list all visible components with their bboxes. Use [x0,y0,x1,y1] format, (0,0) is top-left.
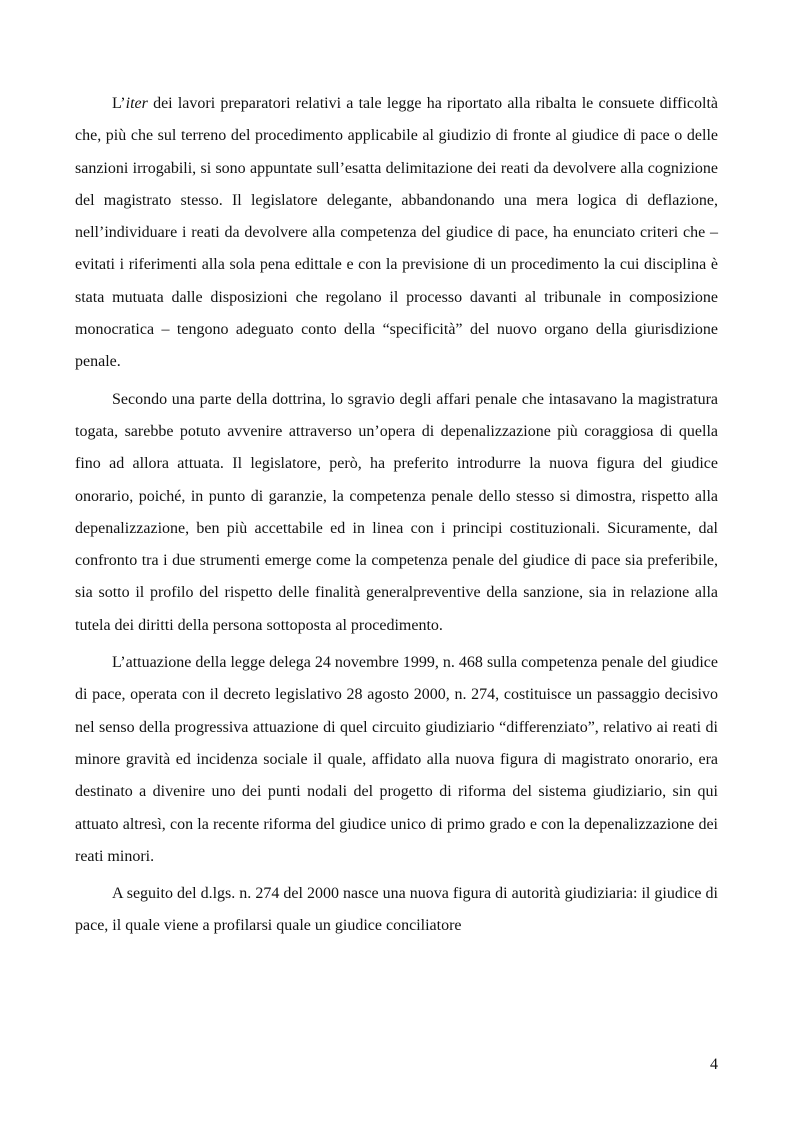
paragraph-1-italic-term: iter [125,95,148,112]
page-number: 4 [710,1056,718,1073]
paragraph-4 [75,878,718,943]
paragraph-4-text: A seguito del d.lgs. n. 274 del 2000 nasce una nuova figura di autorità giudiziaria: il giudice di pace, il quale viene a profilarsi quale un giudice conciliatore [75,885,718,935]
paragraph-1-lead: L’ [112,95,126,112]
paragraph-2-text: Secondo una parte della dottrina, lo sgravio degli affari penale che intasavano la magistratura togata, sarebbe potuto avvenire attraverso un’opera di depenalizzazione più coraggiosa di quella fino ad allora attuata. Il legislatore, però, ha preferito introdurre la nuova figura del giudice onorario, poiché, in punto di garanzie, la competenza penale dello stesso si dimostra, rispetto alla depenalizzazione, ben più accettabile ed in linea con i principi costituzionali. Sicuramente, dal confronto tra i due strumenti emerge come la competenza penale del giudice di pace sia preferibile, sia sotto il profilo del rispetto delle finalità generalpreventive della sanzione, sia in relazione alla tutela dei diritti della persona sottoposta al procedimento. [75,390,718,634]
paragraph-3-text: L’attuazione della legge delega 24 novembre 1999, n. 468 sulla competenza penale del giudice di pace, operata con il decreto legislativo 28 agosto 2000, n. 274, costituisce un passaggio decisivo nel senso della progressiva attuazione di quel circuito giudiziario “differenziato”, relativo ai reati di minore gravità ed incidenza sociale il quale, affidato alla nuova figura di magistrato onorario, era destinato a divenire uno dei punti nodali del progetto di riforma del sistema giudiziario, sin qui attuato altresì, con la recente riforma del giudice unico di primo grado e con la depenalizzazione dei reati minori. [75,654,718,865]
paragraph-1 [75,88,718,379]
document-body [75,88,718,948]
paragraph-1-text: dei lavori preparatori relativi a tale legge ha riportato alla ribalta le consuete difficoltà che, più che sul terreno del procedimento applicabile al giudizio di fronte al giudice di pace o delle sanzioni irrogabili, si sono appuntate sull’esatta delimitazione dei reati da devolvere alla cognizione del magistrato stesso. Il legislatore delegante, abbandonando una mera logica di deflazione, nell’individuare i reati da devolvere alla competenza del giudice di pace, ha enunciato criteri che – evitati i riferimenti alla sola pena edittale e con la previsione di un procedimento la cui disciplina è stata mutuata dalle disposizioni che regolano il processo davanti al tribunale in composizione monocratica – tengono adeguato conto della “specificità” del nuovo organo della giurisdizione penale. [75,95,718,371]
paragraph-2 [75,384,718,642]
paragraph-3 [75,647,718,873]
